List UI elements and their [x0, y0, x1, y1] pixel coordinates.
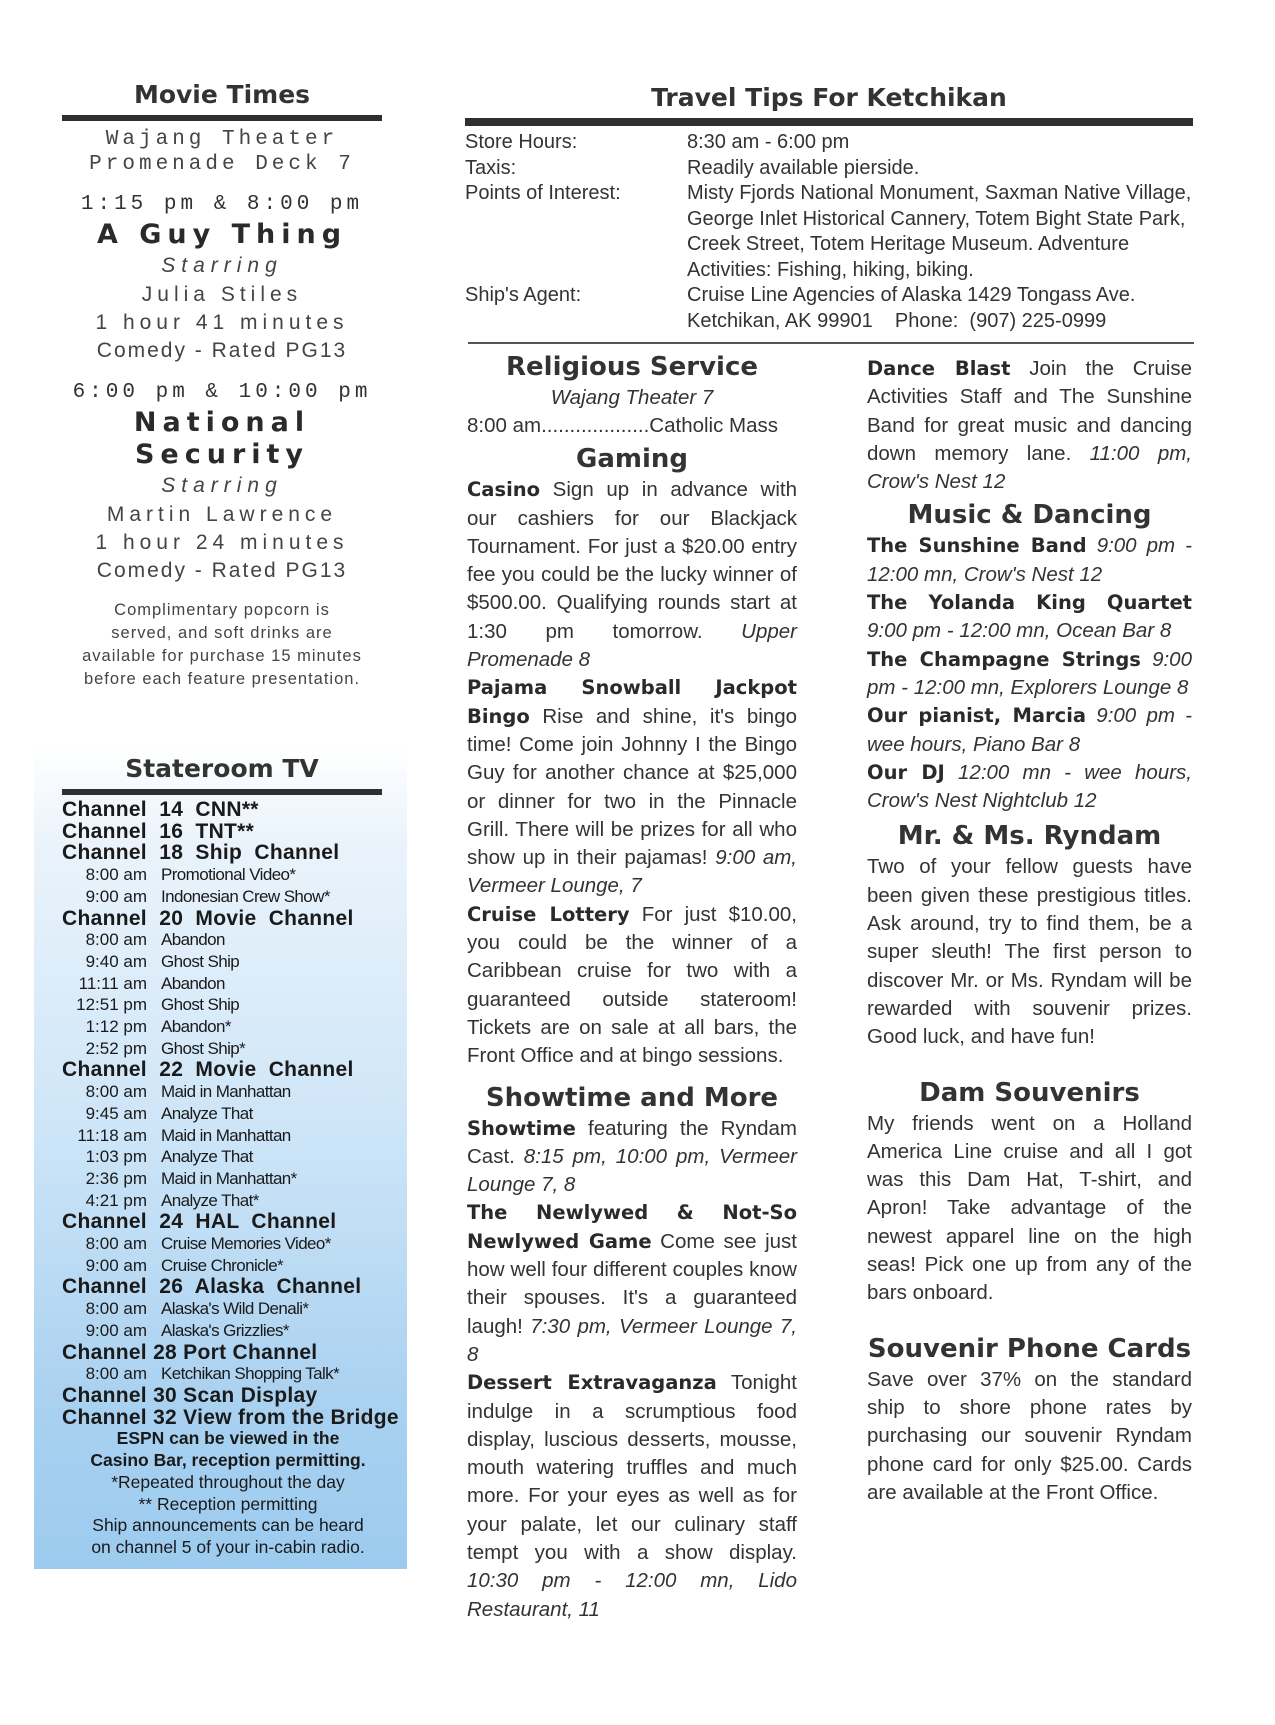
tv-show-row — [62, 1255, 392, 1277]
movie-times: 1:15 pm & 8:00 pm — [80, 193, 364, 216]
tv-show-time: 8:00 am — [85, 865, 147, 885]
tv-show-row — [62, 973, 392, 995]
movie-genre: Comedy - Rated PG13 — [96, 559, 348, 582]
ryndam-heading: Mr. & Ms. Ryndam — [897, 821, 1162, 852]
tv-show-name: Ghost Ship — [161, 951, 240, 971]
movie-times: 6:00 pm & 10:00 pm — [72, 381, 372, 404]
gaming-item-title: Pajama Snowball Jackpot Bingo — [467, 676, 797, 728]
gaming-item-when: Upper Promenade 8 — [467, 619, 797, 672]
tip-label: Points of Interest: — [465, 182, 621, 204]
gaming-item-title: Casino — [467, 478, 541, 502]
showtime-item-text: featuring the Ryndam Cast. — [467, 1116, 797, 1168]
tv-show-time: 9:00 am — [85, 1320, 147, 1340]
showtime-heading: Showtime and More — [485, 1082, 779, 1113]
music-item-when: 12:00 mn - wee hours, Crow's Nest Nightclub 12 — [867, 760, 1192, 813]
movie-item — [62, 379, 382, 585]
tv-channel: Channel 22 Movie Channel — [62, 1058, 354, 1082]
popcorn-note-line: before each feature presentation. — [83, 670, 361, 688]
ryndam-text: Two of your fellow guests have been given these prestigious titles. Ask around, try to find them, be a super sleuth! The first person to discover Mr. or Ms. Ryndam will be rewarded with souvenir prizes. Good luck, and have fun! — [867, 855, 1192, 1049]
gaming-item-title: Cruise Lottery — [467, 902, 630, 926]
religious-service-line: 8:00 am...................Catholic Mass — [467, 414, 779, 437]
tv-listing — [62, 798, 399, 1429]
gaming-item-text: Sign up in advance with our cashiers for our Blackjack Tournament. For just a $20.00 entry fee you could be the lucky winner of $500.00. Qualifying rounds start at 1:30 pm tomorrow. — [467, 478, 797, 643]
phone-cards-heading: Souvenir Phone Cards — [867, 1333, 1192, 1364]
tv-show-row — [62, 1125, 392, 1147]
tip-row-store-hours — [465, 130, 1193, 156]
showtime-item-title: The Newlywed & Not-So Newlywed Game — [467, 1201, 797, 1253]
right-column — [867, 355, 1192, 1507]
music-item — [867, 532, 1192, 589]
tv-show-time: 8:00 am — [85, 1234, 147, 1254]
showtime-item-text: Tonight indulge in a scrumptious food display, luscious desserts, mousse, mouth watering truffles and much more. For your eyes as well as for your palate, let our culinary staff tempt you with a show display. — [467, 1371, 797, 1564]
venue-line-1: Wajang Theater — [105, 128, 339, 151]
tv-show-row — [62, 1233, 392, 1255]
gaming-item — [467, 674, 797, 900]
starring-label: Starring — [161, 474, 283, 497]
gaming-item-text: For just $10.00, you could be the winner of a Caribbean cruise for two with a guaranteed outside stateroom! Tickets are on sale at all bars, the Front Office and at bingo sessions. — [467, 902, 798, 1068]
religious-heading: Religious Service — [506, 352, 758, 382]
tv-show-name: Analyze That — [161, 1147, 253, 1167]
tv-show-time: 12:51 pm — [76, 995, 147, 1015]
venue-line-2: Promenade Deck 7 — [89, 153, 355, 176]
music-item-when: 9:00 pm - wee hours, Piano Bar 8 — [867, 704, 1192, 756]
tv-show-time: 8:00 am — [85, 1364, 147, 1384]
movie-times-section — [62, 80, 382, 691]
tv-show-name: Ghost Ship* — [161, 1038, 246, 1058]
souvenirs-text: My friends went on a Holland America Line cruise and all I got was this Dam Hat, T-shirt, and Apron! Take advantage of the newest apparel line on the high seas! Pick one up from any of the bars onboard. — [867, 1111, 1192, 1305]
tip-label: Store Hours: — [465, 131, 578, 153]
gaming-item-text: Rise and shine, it's bingo time! Come join Johnny I the Bingo Guy for another chance at $25,000 or dinner for two in the Pinnacle Grill. There will be prizes for all who show up in their pajamas! — [467, 704, 797, 870]
tip-label: Taxis: — [465, 156, 517, 179]
music-item-title: Our DJ — [867, 760, 945, 784]
tv-show-name: Cruise Memories Video* — [161, 1234, 331, 1254]
stateroom-tv-section — [34, 745, 407, 1569]
tv-show-name: Alaska's Wild Denali* — [161, 1299, 309, 1319]
movie-title-line-1: National — [133, 407, 311, 438]
music-item-title: The Champagne Strings — [867, 647, 1141, 671]
tv-channel: Channel 14 CNN** — [62, 798, 259, 821]
music-item-title: The Yolanda King Quartet — [867, 591, 1192, 615]
music-item-when: 9:00 pm - 12:00 mn, Crow's Nest 12 — [867, 534, 1192, 586]
tv-show-row — [62, 1081, 392, 1103]
phone-cards-text: Save over 37% on the standard ship to shore phone rates by purchasing our souvenir Ryndam phone card for only $25.00. Cards are available at the Front Office. — [867, 1367, 1192, 1504]
showtime-items — [467, 1115, 797, 1624]
tv-show-time: 2:52 pm — [85, 1038, 147, 1058]
music-item-when: 9:00 pm - 12:00 mn, Explorers Lounge 8 — [867, 647, 1192, 699]
tv-show-row — [62, 886, 392, 908]
movie-star: Martin Lawrence — [106, 503, 338, 526]
travel-tips-rule — [465, 118, 1193, 126]
travel-tips-section — [465, 83, 1193, 334]
tv-show-name: Ghost Ship — [161, 995, 240, 1015]
tv-show-time: 1:03 pm — [85, 1147, 147, 1167]
tv-channel: Channel 30 Scan Display — [62, 1383, 318, 1407]
tv-channel: Channel 20 Movie Channel — [62, 906, 354, 930]
movie-title: A Guy Thing — [96, 219, 348, 250]
showtime-item — [467, 1369, 797, 1624]
tip-value: 8:30 am - 6:00 pm — [687, 131, 850, 153]
music-item-when: 9:00 pm - 12:00 mn, Ocean Bar 8 — [867, 619, 1172, 643]
popcorn-note-line: available for purchase 15 minutes — [82, 647, 362, 665]
tv-show-time: 11:18 am — [77, 1125, 147, 1145]
tv-show-row — [62, 1103, 392, 1125]
gaming-items — [467, 476, 797, 1070]
movie-star: Julia Stiles — [141, 283, 303, 306]
music-item-text — [1087, 534, 1097, 557]
movie-item — [62, 191, 382, 365]
showtime-item — [467, 1115, 797, 1200]
tv-channel: Channel 32 View from the Bridge — [62, 1405, 399, 1429]
tv-channel: Channel 24 HAL Channel — [62, 1210, 337, 1234]
dance-blast-when: 11:00 pm, Crow's Nest 12 — [867, 441, 1192, 494]
tv-show-row — [62, 1168, 392, 1190]
tv-show-row — [62, 1016, 392, 1038]
tv-show-name: Abandon* — [161, 1017, 231, 1037]
tv-show-name: Abandon — [161, 930, 225, 950]
showtime-item-when: 8:15 pm, 10:00 pm, Vermeer Lounge 7, 8 — [467, 1144, 797, 1197]
tv-note-line: Ship announcements can be heard — [92, 1515, 364, 1536]
music-item — [867, 589, 1192, 646]
showtime-item-text: Come see just how well four different couples know their spouses. It's a guaranteed laugh! — [467, 1229, 797, 1338]
dance-blast-title: Dance Blast — [867, 357, 1011, 380]
gaming-item-when: 9:00 am, Vermeer Lounge, 7 — [467, 846, 797, 898]
movie-genre: Comedy - Rated PG13 — [96, 339, 348, 362]
tv-show-time: 11:11 am — [78, 973, 147, 993]
music-item-text — [1086, 704, 1096, 727]
music-item — [867, 759, 1192, 816]
tv-show-time: 2:36 pm — [85, 1168, 147, 1188]
stateroom-tv-heading: Stateroom TV — [125, 754, 319, 783]
tv-show-name: Analyze That — [161, 1103, 253, 1123]
tv-show-name: Cruise Chronicle* — [161, 1255, 284, 1275]
tip-value: Cruise Line Agencies of Alaska 1429 Tongass Ave. Ketchikan, AK 99901 Phone: (907) 225-0999 — [687, 284, 1142, 332]
tv-show-name: Alaska's Grizzlies* — [161, 1320, 289, 1340]
middle-column — [467, 350, 797, 1624]
souvenirs-heading: Dam Souvenirs — [919, 1077, 1140, 1108]
tv-show-row — [62, 1146, 392, 1168]
tv-channel: Channel 26 Alaska Channel — [62, 1275, 362, 1299]
travel-tips-heading: Travel Tips For Ketchikan — [651, 83, 1007, 112]
movie-title-line-2: Security — [134, 439, 310, 470]
tv-show-row — [62, 1320, 392, 1342]
tv-show-time: 4:21 pm — [85, 1190, 147, 1210]
showtime-item — [467, 1199, 797, 1369]
tv-show-row — [62, 1038, 392, 1060]
music-heading: Music & Dancing — [907, 500, 1152, 531]
gaming-heading: Gaming — [575, 444, 688, 475]
tv-note-line: on channel 5 of your in-cabin radio. — [91, 1536, 365, 1557]
tv-show-time: 1:12 pm — [85, 1017, 147, 1037]
tv-show-name: Ketchikan Shopping Talk* — [161, 1364, 340, 1384]
tv-note-line: *Repeated throughout the day — [111, 1471, 345, 1492]
music-items — [867, 532, 1192, 815]
tv-show-row — [62, 994, 392, 1016]
tv-show-row — [62, 929, 392, 951]
tv-show-name: Maid in Manhattan — [161, 1125, 291, 1145]
tv-show-time: 9:00 am — [85, 886, 147, 906]
tv-show-time: 9:00 am — [85, 1255, 147, 1275]
popcorn-note — [62, 599, 382, 691]
tv-show-name: Promotional Video* — [161, 865, 296, 885]
religious-venue-text: Wajang Theater 7 — [550, 386, 714, 409]
dance-blast-item — [867, 355, 1192, 496]
tv-channel: Channel 18 Ship Channel — [62, 841, 340, 865]
tv-show-time: 9:40 am — [85, 951, 147, 971]
popcorn-note-line: served, and soft drinks are — [111, 624, 333, 642]
tv-show-name: Maid in Manhattan* — [161, 1168, 297, 1188]
tv-show-name: Abandon — [161, 973, 225, 993]
showtime-item-title: Showtime — [467, 1116, 576, 1140]
tv-show-name: Indonesian Crew Show* — [161, 886, 330, 906]
tv-note-line: ESPN can be viewed in the — [116, 1428, 340, 1449]
travel-tips-bottom-rule — [468, 342, 1194, 344]
tv-show-name: Maid in Manhattan — [161, 1082, 291, 1102]
tip-value: Misty Fjords National Monument, Saxman Native Village, George Inlet Historical Cannery, Totem Bight State Park, Creek Street, Totem Heritage Museum. Adventure Activities: Fishing, hiking, biking. — [687, 182, 1192, 281]
movie-times-heading: Movie Times — [133, 80, 311, 109]
tip-value: Readily available pierside. — [687, 156, 920, 179]
tv-note-line: Casino Bar, reception permitting. — [90, 1450, 366, 1471]
popcorn-note-line: Complimentary popcorn is — [114, 601, 330, 619]
showtime-item-title: Dessert Extravaganza — [467, 1371, 717, 1395]
showtime-item-when: 7:30 pm, Vermeer Lounge 7, 8 — [467, 1314, 797, 1366]
tv-show-row — [62, 1363, 392, 1385]
movie-duration: 1 hour 24 minutes — [95, 531, 349, 554]
stateroom-tv-rule — [62, 789, 382, 795]
tv-note-line: ** Reception permitting — [138, 1493, 318, 1514]
tv-show-row — [62, 864, 392, 886]
music-item-text — [1141, 648, 1152, 671]
tv-show-time: 8:00 am — [85, 930, 147, 950]
tv-show-row — [62, 951, 392, 973]
music-item — [867, 646, 1192, 703]
showtime-item-when: 10:30 pm - 12:00 mn, Lido Restaurant, 11 — [467, 1569, 797, 1621]
tv-channel: Channel 28 Port Channel — [62, 1340, 318, 1364]
gaming-item — [467, 476, 797, 674]
tip-row-points-of-interest — [465, 181, 1193, 283]
tv-show-row — [62, 1190, 392, 1212]
music-item-text — [945, 761, 958, 784]
tv-show-time: 8:00 am — [85, 1299, 147, 1319]
music-item — [867, 702, 1192, 759]
starring-label: Starring — [161, 254, 283, 277]
tv-show-time: 9:45 am — [85, 1103, 147, 1123]
religious-venue — [467, 384, 797, 412]
movie-duration: 1 hour 41 minutes — [95, 311, 349, 334]
music-item-title: The Sunshine Band — [867, 534, 1087, 558]
tv-show-row — [62, 1298, 392, 1320]
tip-row-taxis — [465, 156, 1193, 182]
music-item-title: Our pianist, Marcia — [867, 704, 1087, 728]
tv-notes — [48, 1428, 408, 1558]
tip-label: Ship's Agent: — [465, 284, 582, 306]
movie-times-rule — [62, 115, 382, 121]
tv-channel: Channel 16 TNT** — [62, 819, 255, 843]
tip-row-ships-agent — [465, 283, 1193, 334]
gaming-item — [467, 901, 797, 1071]
tv-show-name: Analyze That* — [161, 1190, 259, 1210]
dance-blast-text: Join the Cruise Activities Staff and The Sunshine Band for great music and dancing down memory lane. — [867, 357, 1192, 465]
tv-show-time: 8:00 am — [85, 1082, 147, 1102]
